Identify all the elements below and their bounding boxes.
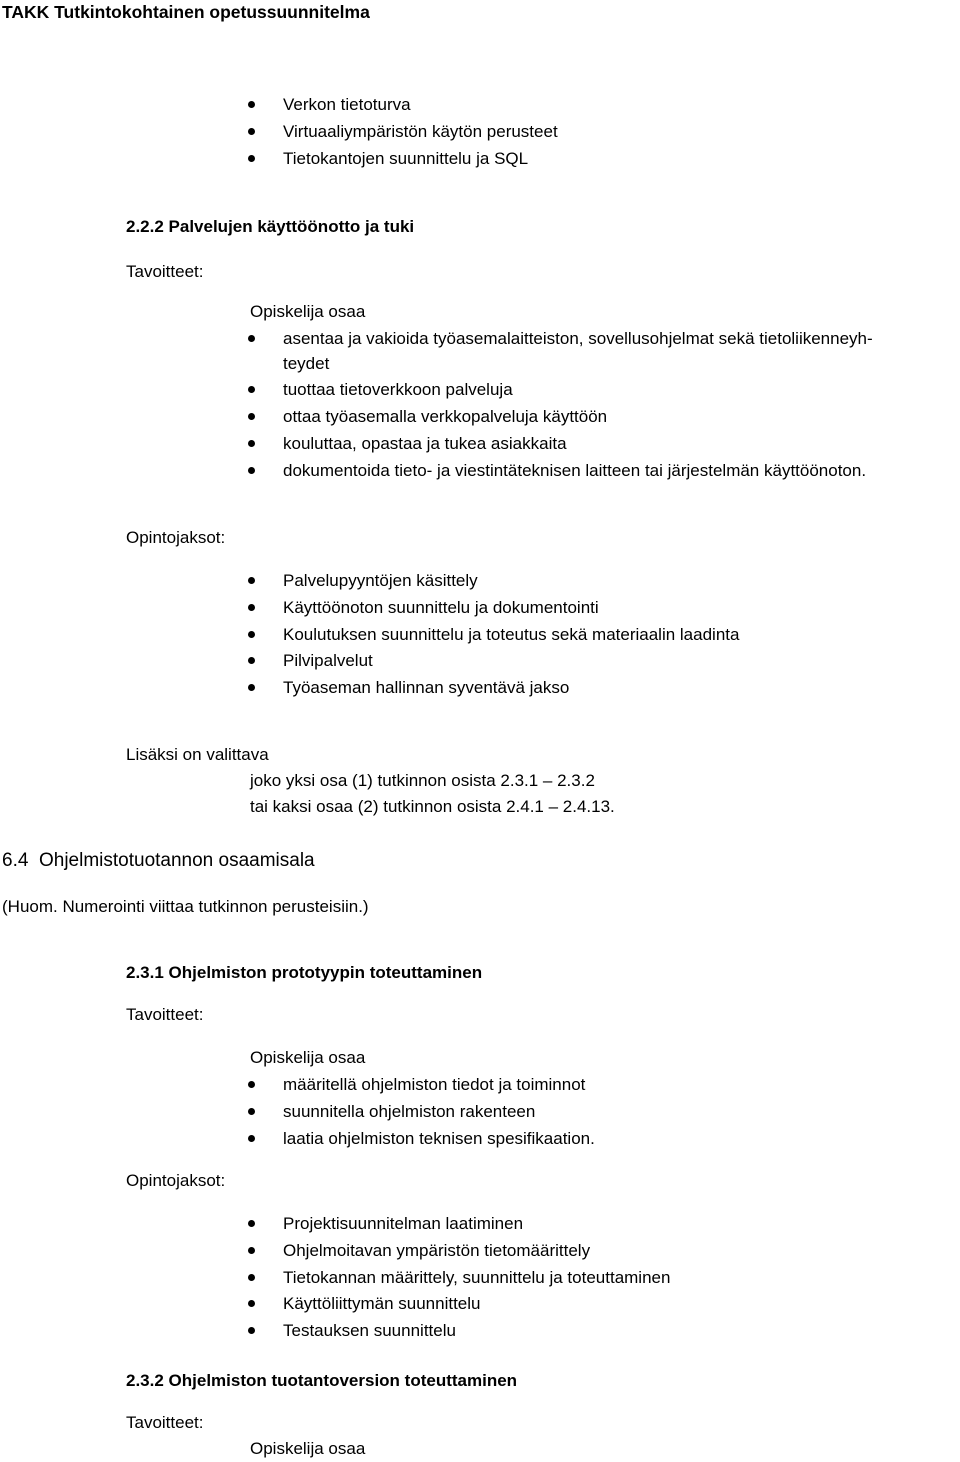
list-item: Projektisuunnitelman laatiminen [283,1214,524,1233]
list-item: Käyttöönoton suunnittelu ja dokumentointi [283,598,599,617]
bullet-icon [248,1274,255,1281]
list-item: kouluttaa, opastaa ja tukea asiakkaita [283,434,567,453]
courses-label: Opintojaksot: [126,1171,226,1190]
goals-label: Tavoitteet: [126,1413,204,1432]
bullet-icon [248,440,255,447]
student-label: Opiskelija osaa [250,1048,366,1067]
extra-line: tai kaksi osaa (2) tutkinnon osista 2.4.1 – 2.4.13. [250,797,615,816]
student-label: Opiskelija osaa [250,1439,366,1458]
bullet-icon [248,657,255,664]
bullet-icon [248,101,255,108]
list-item: Tietokantojen suunnittelu ja SQL [283,149,529,168]
bullet-icon [248,335,255,342]
list-item: Koulutuksen suunnittelu ja toteutus sekä materiaalin laadinta [283,625,740,644]
list-item: Verkon tietoturva [283,95,411,114]
section-heading-64: 6.4 Ohjelmistotuotannon osaamisala [2,850,315,871]
bullet-icon [248,1108,255,1115]
bullet-icon [248,1300,255,1307]
goals-label: Tavoitteet: [126,1005,204,1024]
list-item: ottaa työasemalla verkkopalveluja käyttöön [283,407,608,426]
extra-line: joko yksi osa (1) tutkinnon osista 2.3.1 – 2.3.2 [250,771,595,790]
list-item: Työaseman hallinnan syventävä jakso [283,678,570,697]
bullet-icon [248,1081,255,1088]
section-heading-231: 2.3.1 Ohjelmiston prototyypin toteuttaminen [126,963,483,982]
section-heading-232: 2.3.2 Ohjelmiston tuotantoversion toteuttaminen [126,1371,518,1390]
list-item: tuottaa tietoverkkoon palveluja [283,380,513,399]
numbering-note: (Huom. Numerointi viittaa tutkinnon perusteisiin.) [2,897,369,916]
list-item: laatia ohjelmiston teknisen spesifikaation. [283,1129,595,1148]
bullet-icon [248,386,255,393]
list-item: Testauksen suunnittelu [283,1321,456,1340]
list-item: Tietokannan määrittely, suunnittelu ja toteuttaminen [283,1268,671,1287]
bullet-icon [248,577,255,584]
student-label: Opiskelija osaa [250,302,366,321]
list-item: asentaa ja vakioida työasemalaitteiston, sovellusohjelmat sekä tietoliikenneyh- [283,329,873,348]
courses-label: Opintojaksot: [126,528,226,547]
bullet-icon [248,1220,255,1227]
bullet-icon [248,684,255,691]
bullet-icon [248,1135,255,1142]
bullet-icon [248,1327,255,1334]
bullet-icon [248,413,255,420]
list-item: suunnitella ohjelmiston rakenteen [283,1102,536,1121]
extra-label: Lisäksi on valittava [126,745,269,764]
bullet-icon [248,128,255,135]
list-item-continuation: teydet [283,354,330,373]
bullet-icon [248,631,255,638]
list-item: Käyttöliittymän suunnittelu [283,1294,481,1313]
list-item: Pilvipalvelut [283,651,373,670]
list-item: Virtuaaliympäristön käytön perusteet [283,122,558,141]
list-item: dokumentoida tieto- ja viestintäteknisen laitteen tai järjestelmän käyttöönoton. [283,461,867,480]
goals-label: Tavoitteet: [126,262,204,281]
list-item: määritellä ohjelmiston tiedot ja toiminnot [283,1075,586,1094]
bullet-icon [248,604,255,611]
list-item: Ohjelmoitavan ympäristön tietomäärittely [283,1241,591,1260]
document-header-title: TAKK Tutkintokohtainen opetussuunnitelma [2,2,370,22]
bullet-icon [248,155,255,162]
section-heading-222: 2.2.2 Palvelujen käyttöönotto ja tuki [126,217,415,236]
bullet-icon [248,467,255,474]
bullet-icon [248,1247,255,1254]
list-item: Palvelupyyntöjen käsittely [283,571,478,590]
